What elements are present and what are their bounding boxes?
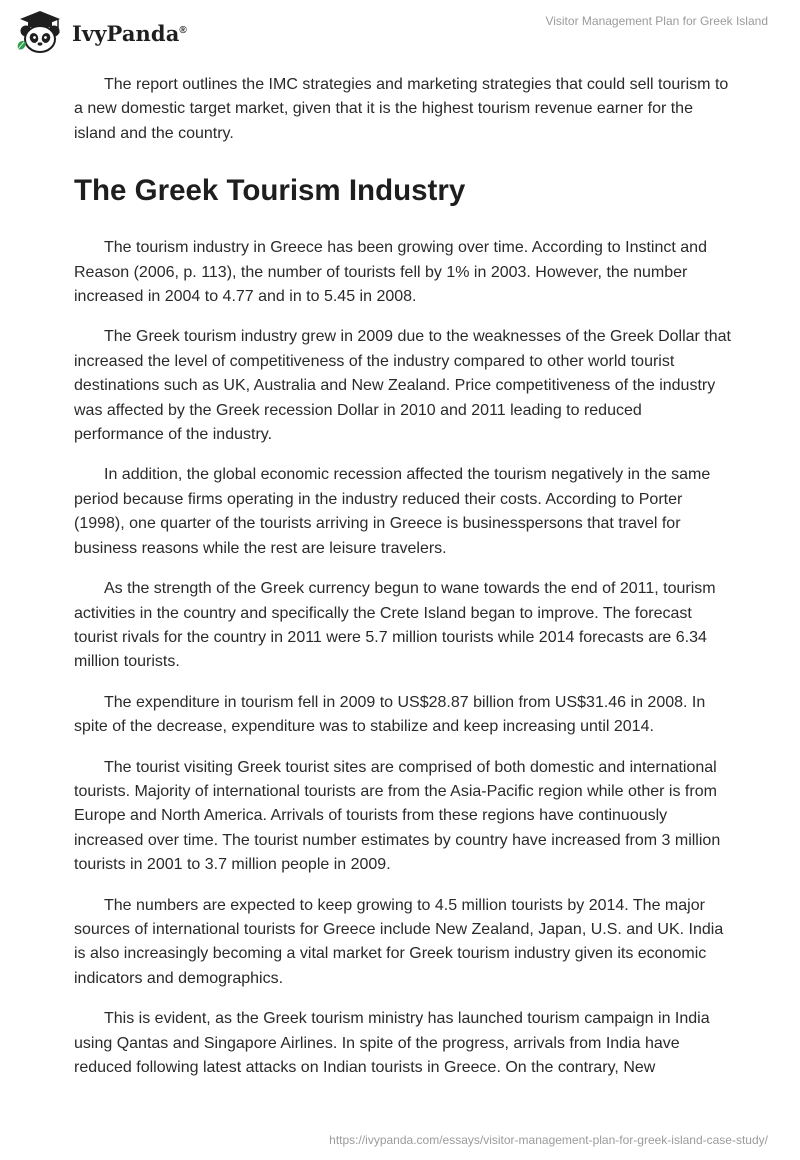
source-url[interactable]: https://ivypanda.com/essays/visitor-management-plan-for-greek-island-case-study/ [329,1133,768,1147]
body-paragraph: This is evident, as the Greek tourism ministry has launched tourism campaign in India using Qantas and Singapore Airlines. In spite of the progress, arrivals from India have reduced following latest attacks on Indian tourists in Greece. On the contrary, New [74,1010,710,1076]
panda-mascot-icon [14,9,66,55]
ivypanda-logo[interactable] [14,9,187,55]
page-header [0,0,800,64]
body-paragraph: The numbers are expected to keep growing to 4.5 million tourists by 2014. The major sources of international tourists for Greece include New Zealand, Japan, U.S. and UK. India is also increasingly becoming a vital market for Greek tourism industry given its economic indicators and demographics. [74,896,724,987]
intro-paragraph: The report outlines the IMC strategies and marketing strategies that could sell tourism to a new domestic target market, given that it is the highest tourism revenue earner for the island and the country. [74,76,729,142]
body-paragraph: The Greek tourism industry grew in 2009 due to the weaknesses of the Greek Dollar that increased the level of competitiveness of the industry compared to other world tourist destinations such as UK, Australia and New Zealand. Price competitiveness of the industry was affected by the Greek recession Dollar in 2010 and 2011 leading to reduced performance of the industry. [74,328,731,444]
body-paragraph: As the strength of the Greek currency begun to wane towards the end of 2011, tourism activities in the country and specifically the Crete Island began to improve. The forecast tourist rivals for the country in 2011 were 5.7 million tourists while 2014 forecasts are 6.34 million tourists. [74,580,716,671]
registered-mark: ® [179,25,187,36]
body-paragraph: In addition, the global economic recession affected the tourism negatively in the same period because firms operating in the industry reduced their costs. According to Porter (1998), one quarter of the tourists arriving in Greece is businesspersons that travel for business reasons while the rest are leisure travelers. [74,466,711,557]
section-heading: The Greek Tourism Industry [74,174,466,208]
brand-name: IvyPanda® [72,21,187,46]
body-paragraph: The tourist visiting Greek tourist sites are comprised of both domestic and international tourists. Majority of international tourists are from the Asia-Pacific region while other is from Europe and North America. Arrivals of tourists from these regions have continuously increased over time. The tourist number estimates by country have increased from 3 million tourists in 2001 to 3.7 million people in 2009. [74,758,721,874]
body-paragraph: The tourism industry in Greece has been growing over time. According to Instinct and Reason (2006, p. 113), the number of tourists fell by 1% in 2003. However, the number increased in 2004 to 4.77 and in to 5.45 in 2008. [74,239,707,306]
article-body [74,73,734,1096]
document-title: Visitor Management Plan for Greek Island [545,14,768,28]
body-paragraph: The expenditure in tourism fell in 2009 to US$28.87 billion from US$31.46 in 2008. In spite of the decrease, expenditure was to stabilize and keep increasing until 2014. [74,693,706,736]
